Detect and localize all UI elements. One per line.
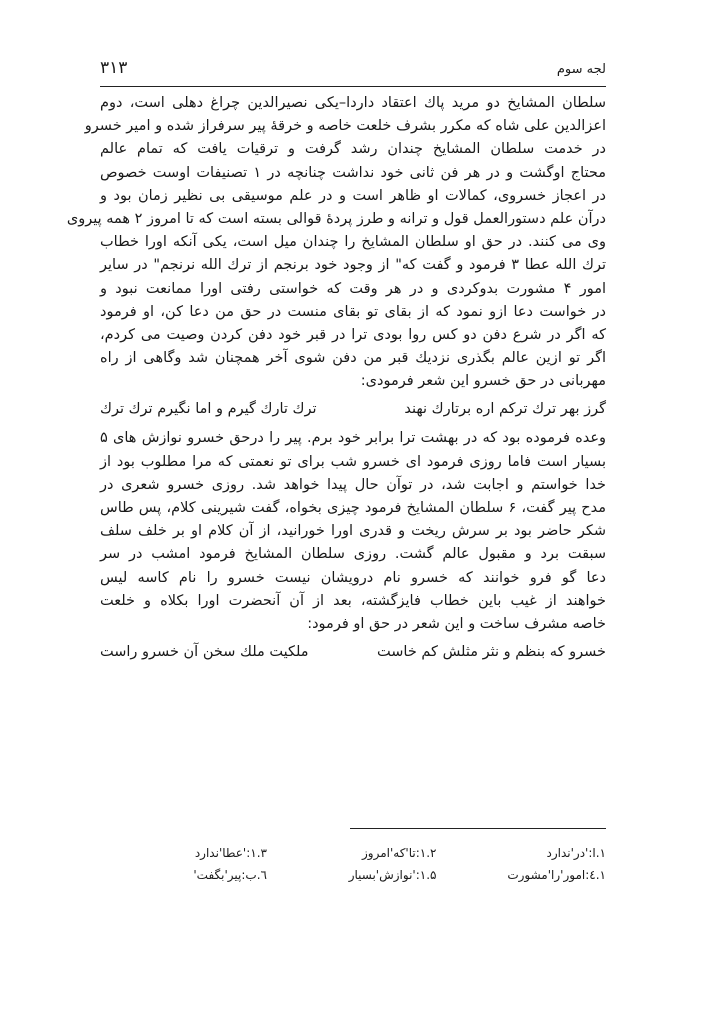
text-line: که اگر در شرع دفن دو کس روا بودی ترا در قبر خود دفن کردن وصیت می کردم،: [100, 326, 606, 343]
text-line: وعده فرموده بود که در بهشت ترا برابر خود برم. پیر را درحق خسرو نوازش های ۵: [100, 430, 606, 447]
verse-hemistich-right: خسرو که بنظم و نثر مثلش کم خاست: [377, 644, 606, 661]
verse-hemistich-right: گرز بهر ترك ترکم اره برتارك نهند: [404, 401, 606, 418]
running-head: لجه سوم: [556, 62, 606, 77]
footnote-rule: [350, 828, 606, 829]
text-line: خواهند از غیب باین خطاب فایزگشته، بعد از آن آنحضرت اورا بکلاه و خلعت: [100, 592, 606, 609]
text-line: در خدمت سلطان المشایخ چندان رشد گرفت و ترقیات یافت که تمام عالم: [100, 141, 606, 158]
text-line: خدا خواستم و اجابت شد، در توآن حال پیدا خواهد شد. روزی خسرو شعری در: [100, 476, 606, 493]
text-line: مهربانی در حق خسرو این شعر فرمودی:: [360, 373, 606, 390]
footnote: ٦.ب:پیر'بگفت': [193, 868, 267, 882]
footnote: ۱.۵:'نوازش'بسیار: [348, 868, 437, 882]
verse-hemistich-left: ملکیت ملك سخن آن خسرو راست: [100, 644, 309, 661]
paragraph-1: [66, 92, 606, 393]
verse-1: [100, 397, 606, 421]
page-number: ۳۱۳: [100, 58, 128, 78]
text-line: درآن علم دستورالعمل قول و ترانه و طرز پردۀ قوالی بسته است که تا امروز ۲ همه پیروی: [66, 210, 606, 227]
footnote-row: [100, 842, 606, 864]
text-line: در اعجاز خسروی، کمالات او ظاهر است و در علم موسیقی بی نظیر زمان بود و: [100, 187, 606, 204]
footnote-row: [100, 864, 606, 886]
text-line: اگر تو ازین عالم بگذری نزدیك قبر من دفن شوی آخر همچنان شد وگاهی از راه: [100, 350, 606, 367]
text-line: دعا گو فرو خوانند که خسرو نام درویشان نیست خسرو را نام کاسه لیس: [100, 569, 606, 586]
footnote: ۱.ا:'در'ندارد: [546, 846, 606, 860]
footnote: ۱.۲:تا'که'امروز: [362, 846, 437, 860]
footnote: ۱.۳:'عطا'ندارد: [194, 846, 267, 860]
paragraph-2: [100, 427, 606, 636]
verse-2: [100, 640, 606, 664]
text-line: خاصه مشرف ساخت و این شعر در حق او فرمود:: [307, 615, 606, 632]
text-line: وی می کنند. در حق او سلطان المشایخ را چندان میل است، یکی آنکه اورا خطاب: [100, 234, 606, 251]
text-line: در خواست دعا ازو نمود که از بقای تو بقای منست در حق من دعا کن، او فرمود: [100, 303, 606, 320]
page-header: [100, 58, 606, 82]
text-line: سلطان المشایخ دو مرید پاك اعتقاد داردا–یکی نصیرالدین چراغ دهلی است، دوم: [100, 95, 606, 111]
header-rule: [100, 86, 606, 87]
text-line: مدح پیر گفت، ۶ سلطان المشایخ فرمود چیزی بخواه، گفت شیرینی کلام، پس طاس: [100, 500, 606, 516]
footnotes: [100, 842, 606, 886]
text-line: محتاج اوگشت و در هر فن ثانی خود نداشت چنانچه در ۱ تصنیفات اوست خصوص: [100, 164, 606, 181]
text-line: ترك الله عطا ۳ فرمود و گفت که" از وجود خود برنجم از ترك الله نرنجم" در سایر: [100, 257, 606, 274]
verse-hemistich-left: ترك تارك گیرم و اما نگیرم ترك ترك: [100, 401, 317, 418]
body-text: [66, 92, 606, 670]
text-line: سبقت برد و مقبول عالم گشت. روزی سلطان المشایخ فرمود امشب در سر: [100, 546, 606, 563]
text-line: شکر حاضر بود بر سرش ریخت و قدری اورا خورانید، از آن کلام او بر خلف سلف: [100, 523, 606, 540]
text-line: اعزالدین علی شاه که مکرر بشرف خلعت خاصه و خرقۀ پیر سرفراز شده و امیر خسرو: [84, 118, 606, 135]
text-line: امور ۴ مشورت بدوکردی و در هر وقت که خواستی رفتی اورا ممانعت نبود و: [100, 280, 606, 297]
footnote: ۱.٤:امور'را'مشورت: [507, 868, 606, 882]
text-line: بسیار است فاما روزی فرمود ای خسرو شب برای تو نعمتی که مرا مطلوب بود از: [100, 453, 606, 470]
